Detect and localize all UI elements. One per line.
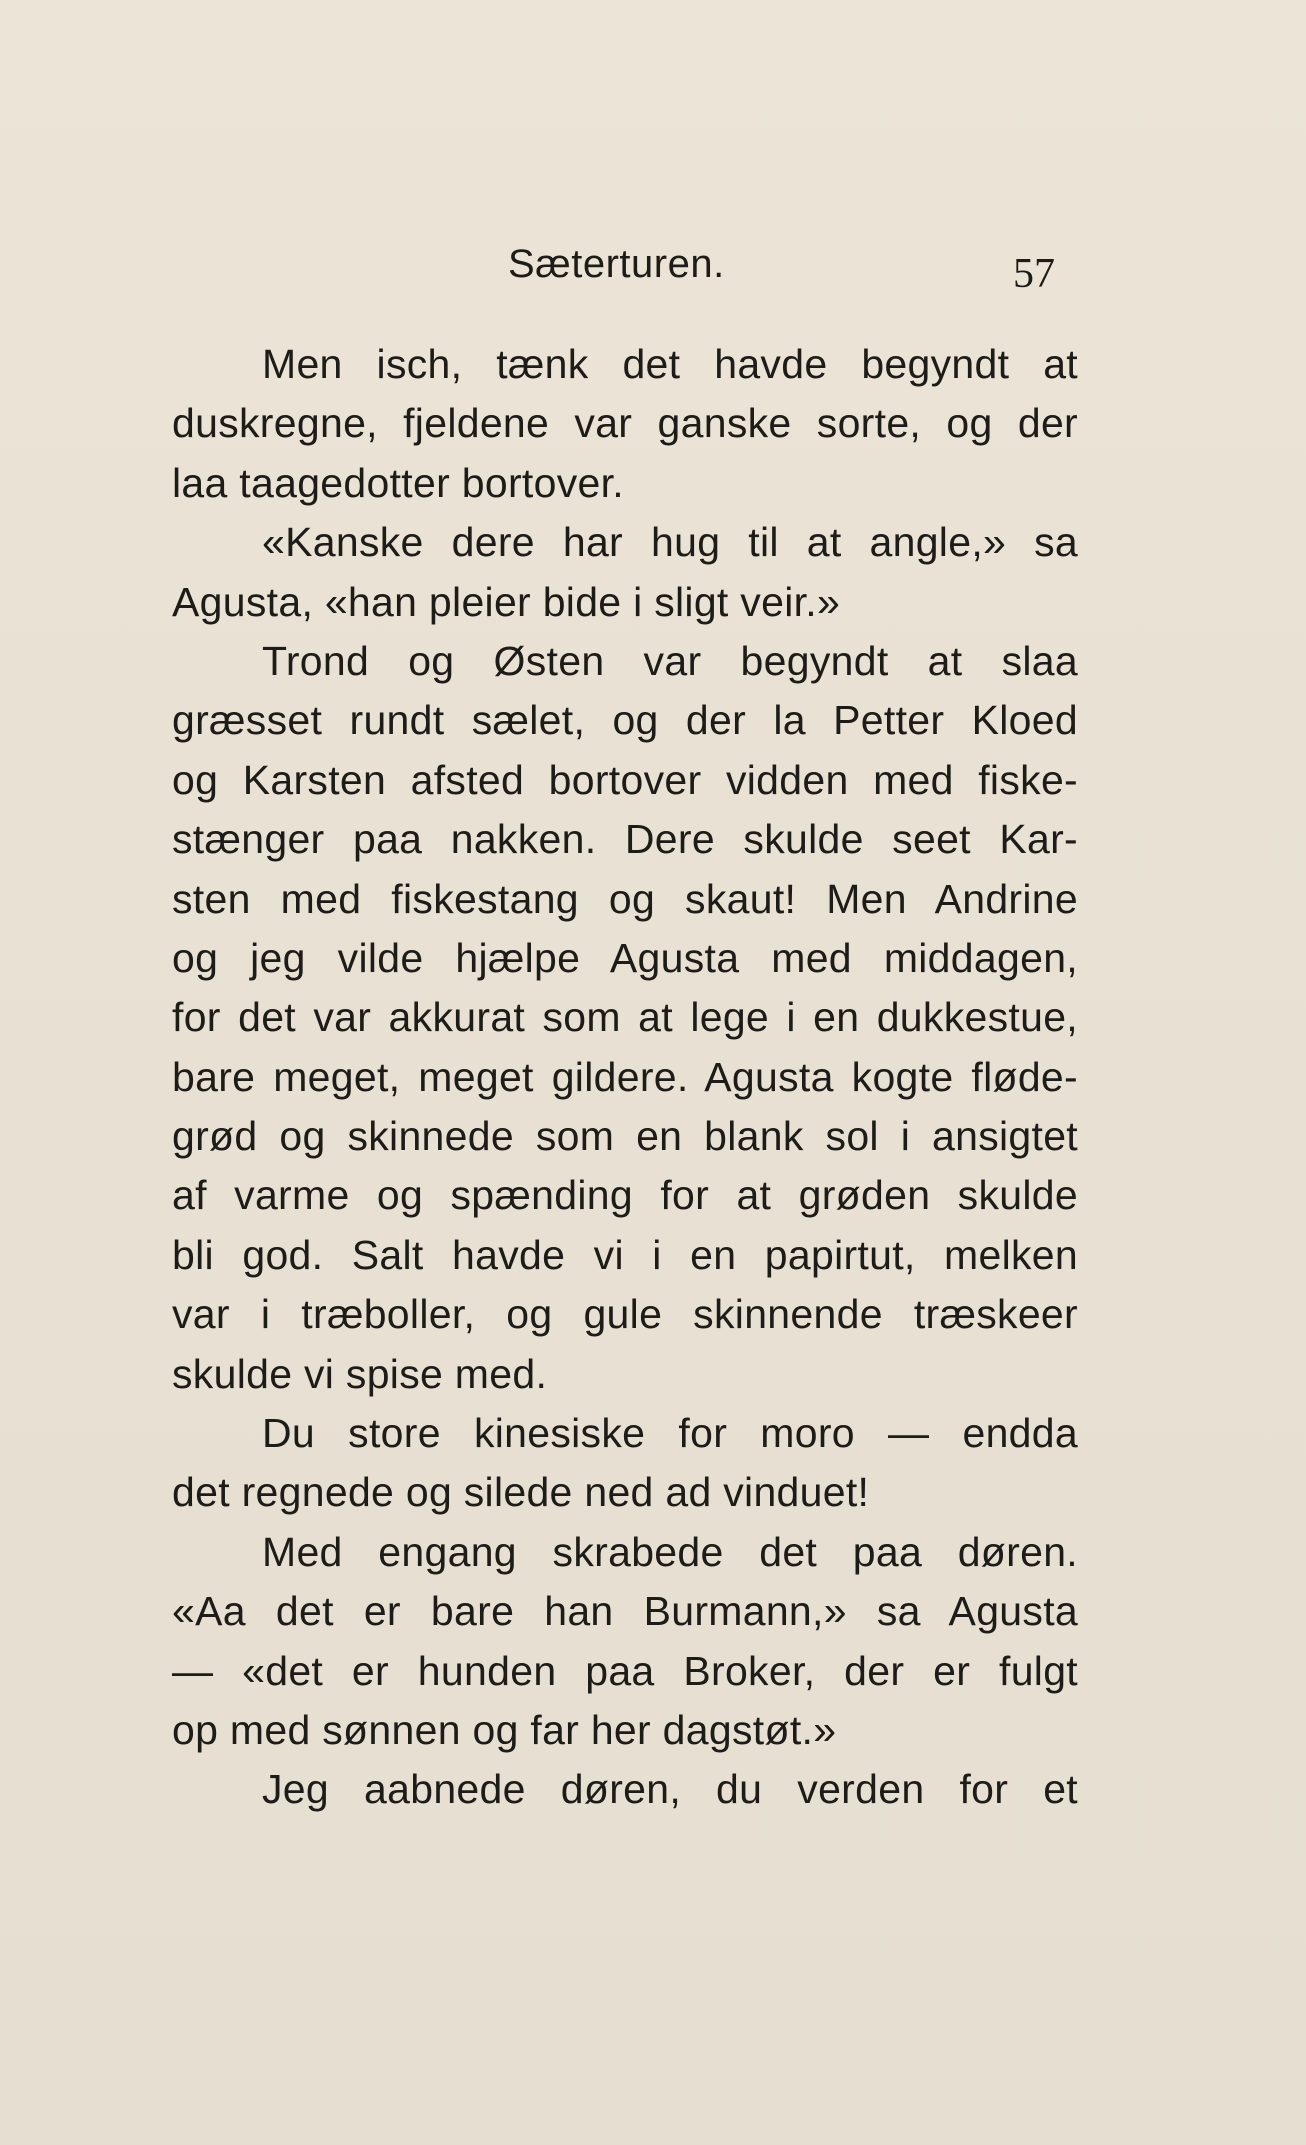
text-line: op med sønnen og far her dagstøt.» <box>172 1706 837 1753</box>
text-line: Jeg aabnede døren, du verden for et <box>262 1766 1078 1813</box>
text-line: af varme og spænding for at grøden skulde <box>172 1172 1078 1219</box>
text-line: for det var akkurat som at lege i en dukkestue, <box>172 994 1078 1041</box>
text-line: Med engang skrabede det paa døren. <box>262 1528 1078 1575</box>
text-line: skulde vi spise med. <box>172 1350 548 1397</box>
page-number: 57 <box>1013 251 1055 297</box>
text-line: og Karsten afsted bortover vidden med fiske- <box>172 756 1078 803</box>
page-header <box>0 238 1306 298</box>
text-line: bli god. Salt havde vi i en papirtut, melken <box>172 1231 1078 1278</box>
text-line: — «det er hunden paa Broker, der er fulgt <box>172 1647 1078 1694</box>
text-line: grød og skinnede som en blank sol i ansigtet <box>172 1113 1078 1160</box>
text-line: Du store kinesiske for moro — endda <box>262 1410 1078 1457</box>
text-line: «Kanske dere har hug til at angle,» sa <box>262 519 1078 566</box>
text-line: Men isch, tænk det havde begyndt at <box>262 341 1078 387</box>
text-line: Agusta, «han pleier bide i sligt veir.» <box>172 578 841 625</box>
text-line: var i træboller, og gule skinnende træskeer <box>172 1291 1078 1338</box>
text-line: duskregne, fjeldene var ganske sorte, og der <box>172 400 1078 447</box>
body-text <box>172 335 1078 1820</box>
text-line: det regnede og silede ned ad vinduet! <box>172 1469 870 1516</box>
text-line: græsset rundt sælet, og der la Petter Kloed <box>172 697 1078 744</box>
text-line: laa taagedotter bortover. <box>172 459 624 506</box>
text-line: bare meget, meget gildere. Agusta kogte fløde- <box>172 1053 1078 1100</box>
text-line: Trond og Østen var begyndt at slaa <box>262 637 1078 684</box>
running-title: Sæterturen. <box>508 242 725 286</box>
text-line: stænger paa nakken. Dere skulde seet Kar- <box>172 816 1078 863</box>
text-line: sten med fiskestang og skaut! Men Andrine <box>172 875 1078 922</box>
text-line: «Aa det er bare han Burmann,» sa Agusta <box>172 1588 1078 1635</box>
text-line: og jeg vilde hjælpe Agusta med middagen, <box>172 934 1078 981</box>
